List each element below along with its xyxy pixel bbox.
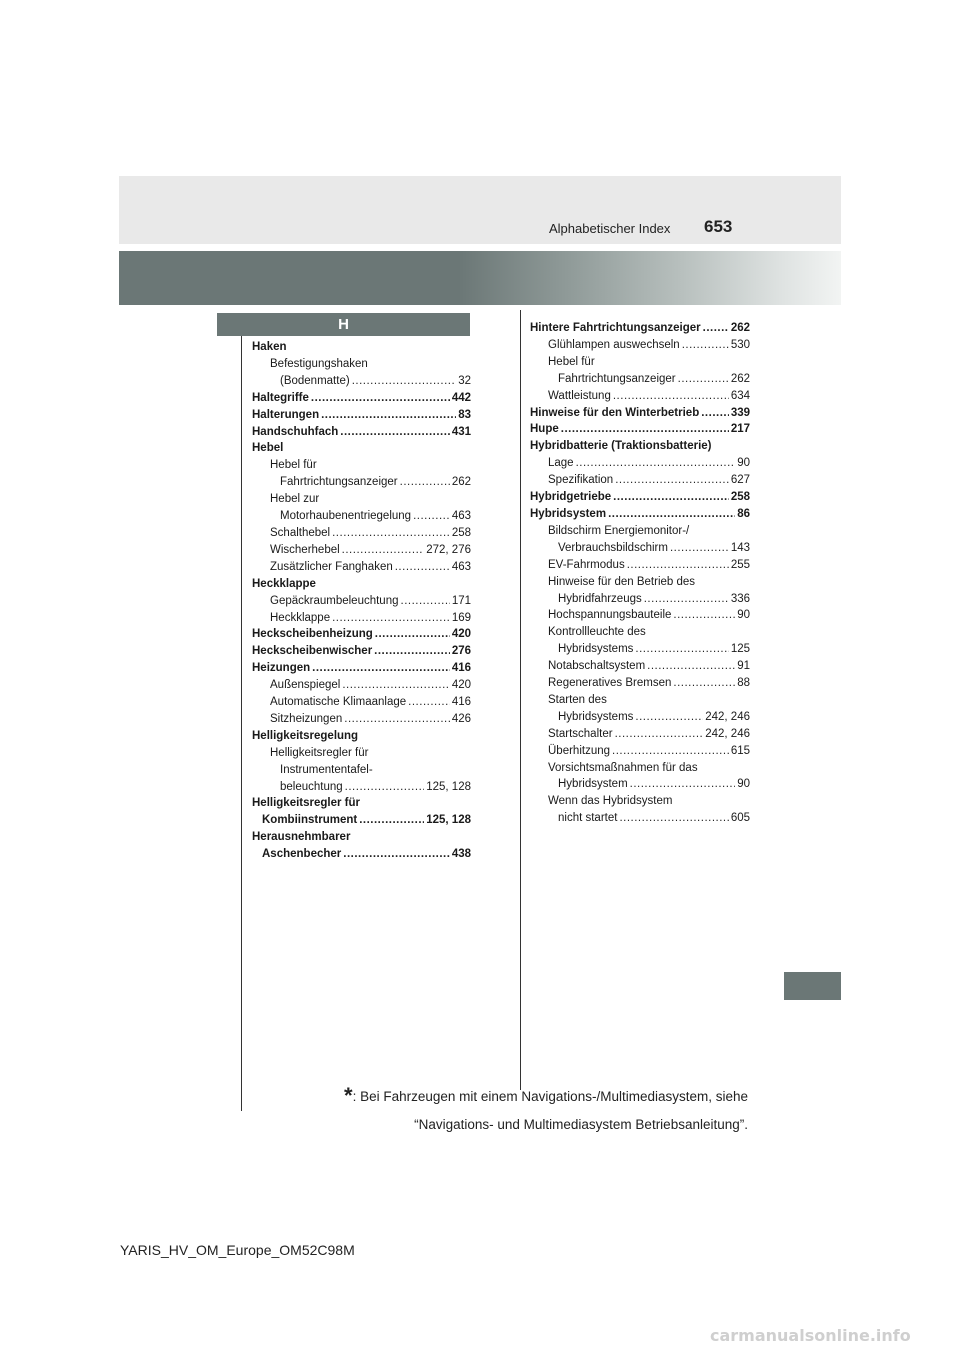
index-entry-term: EV-Fahrmodus (548, 558, 625, 571)
index-entry (530, 675, 750, 692)
dot-leader (644, 591, 729, 608)
index-entry-term: Heizungen (252, 662, 311, 675)
index-entry-term: Hybridsystem (530, 507, 607, 520)
dot-leader (332, 610, 450, 627)
index-entry (530, 743, 750, 760)
dot-leader (395, 559, 450, 576)
page-number: 653 (704, 217, 733, 236)
index-entry-page: 463 (451, 560, 471, 573)
index-entry-term: Lage (548, 457, 574, 470)
index-entry (252, 728, 471, 745)
dot-leader (701, 405, 729, 422)
index-entry-page: 125 (730, 643, 750, 656)
index-entry (252, 542, 471, 559)
dot-leader (635, 709, 703, 726)
index-entry (252, 694, 471, 711)
index-entry (252, 829, 471, 846)
index-entry-page: 272, 276 (426, 543, 471, 556)
index-entry-term: Hebel (252, 442, 284, 455)
section-side-tab (784, 972, 841, 1000)
index-entry-page: 242, 246 (705, 710, 750, 723)
index-entry (252, 474, 471, 491)
index-entry-term: (Bodenmatte) (280, 374, 350, 387)
index-entry (252, 407, 471, 424)
dot-leader (374, 643, 450, 660)
index-letter-heading: H (217, 313, 470, 336)
index-entry-page: 90 (737, 778, 750, 791)
index-entry-term: Kontrollleuchte des (548, 626, 646, 639)
watermark: carmanualsonline.info (710, 1326, 911, 1345)
dot-leader (673, 675, 735, 692)
index-entry (530, 540, 750, 557)
index-entry (530, 793, 750, 810)
index-entry (530, 726, 750, 743)
index-entry-term: Helligkeitsregler für (252, 797, 361, 810)
header-band (119, 176, 841, 244)
index-entry-term: Startschalter (548, 727, 613, 740)
dot-leader (576, 455, 736, 472)
index-entry-term: Fahrtrichtungsanzeiger (280, 476, 398, 489)
index-entry-term: Schalthebel (270, 526, 331, 539)
index-entry-term: Automatische Klimaanlage (270, 696, 407, 709)
index-entry (252, 812, 471, 829)
index-entry-term: Hochspannungsbauteile (548, 609, 672, 622)
index-entry-term: Wenn das Hybridsystem (548, 795, 673, 808)
index-entry-term: Regeneratives Bremsen (548, 677, 672, 690)
index-entry (530, 523, 750, 540)
dot-leader (619, 810, 728, 827)
index-entry (530, 810, 750, 827)
dot-leader (340, 424, 450, 441)
dot-leader (408, 694, 450, 711)
index-entry-term: Kombiinstrument (262, 814, 358, 827)
index-entry (530, 371, 750, 388)
dot-leader (352, 373, 457, 390)
index-entry-term: Spezifikation (548, 474, 614, 487)
dot-leader (613, 489, 729, 506)
index-entry (530, 557, 750, 574)
index-entry-page: 88 (737, 677, 750, 690)
index-entry-term: Halterungen (252, 408, 320, 421)
index-entry (252, 373, 471, 390)
dot-leader (613, 388, 729, 405)
dot-leader (343, 846, 450, 863)
index-entry-term: Haken (252, 341, 287, 353)
dot-leader (635, 641, 728, 658)
column-divider-left (241, 336, 242, 1111)
footnote-line-1: : Bei Fahrzeugen mit einem Navigations-/Multimediasystem, siehe (352, 1089, 748, 1104)
dot-leader (670, 540, 729, 557)
dot-leader (673, 607, 735, 624)
index-entry-term: Heckklappe (270, 611, 331, 624)
dot-leader (608, 506, 735, 523)
index-entry-page: 255 (730, 558, 750, 571)
index-entry (530, 591, 750, 608)
index-entry (252, 440, 471, 457)
index-entry-page: 431 (451, 425, 471, 438)
index-entry-page: 276 (451, 645, 471, 658)
index-entry-page: 336 (730, 592, 750, 605)
index-entry-term: Starten des (548, 693, 607, 706)
index-entry (530, 624, 750, 641)
index-entry-term: Haltegriffe (252, 391, 309, 404)
index-entry (252, 795, 471, 812)
index-entry (252, 593, 471, 610)
index-entry-term: Helligkeitsregler für (270, 746, 369, 759)
index-entry-term: Hybridsystem (558, 778, 628, 791)
index-entry-page: 258 (451, 526, 471, 539)
index-entry-term: Hupe (530, 423, 559, 436)
index-entry (252, 508, 471, 525)
index-entry-term: Helligkeitsregelung (252, 729, 359, 742)
footnote-asterisk: * (344, 1083, 353, 1108)
index-entry (252, 779, 471, 796)
index-entry-term: Heckklappe (252, 577, 316, 590)
index-entry (252, 660, 471, 677)
index-entry-page: 438 (451, 848, 471, 861)
index-entry-term: Motorhaubenentriegelung (280, 510, 412, 523)
index-entry (252, 424, 471, 441)
index-entry-term: Heckscheibenheizung (252, 628, 373, 641)
index-entry (530, 421, 750, 438)
index-entry-term: Befestigungshaken (270, 357, 368, 370)
index-entry (530, 574, 750, 591)
index-entry-page: 125, 128 (426, 814, 471, 827)
index-entry-page: 634 (730, 389, 750, 402)
index-entry (530, 337, 750, 354)
index-entry-term: Außenspiegel (270, 679, 341, 692)
index-entry (252, 745, 471, 762)
index-entry (252, 711, 471, 728)
dot-leader (561, 421, 729, 438)
index-entry-term: Glühlampen auswechseln (548, 338, 680, 351)
index-entry (252, 846, 471, 863)
index-entry-page: 91 (737, 660, 750, 673)
index-entry-page: 262 (730, 322, 750, 334)
index-entry-page: 169 (451, 611, 471, 624)
index-entry-term: Handschuhfach (252, 425, 339, 438)
index-entry-page: 125, 128 (426, 780, 471, 793)
index-entry (530, 472, 750, 489)
index-entry (252, 339, 471, 356)
decorative-gradient-bar (119, 251, 841, 305)
index-entry-page: 442 (451, 391, 471, 404)
dot-leader (342, 542, 425, 559)
index-entry-page: 143 (730, 541, 750, 554)
dot-leader (612, 743, 729, 760)
index-entry-page: 463 (451, 510, 471, 523)
index-entry-page: 416 (451, 696, 471, 709)
index-entry-term: Wischerhebel (270, 543, 340, 556)
index-entry-term: Hybridsystems (558, 710, 634, 723)
index-entry (530, 709, 750, 726)
index-entry-term: Instrumententafel- (280, 763, 373, 776)
index-entry-page: 258 (730, 491, 750, 504)
index-entry-term: Hybridbatterie (Traktionsbatterie) (530, 440, 712, 453)
index-entry-page: 83 (458, 408, 471, 421)
index-entry-term: Hebel für (270, 459, 317, 472)
index-entry-page: 339 (730, 406, 750, 419)
footnote (344, 1082, 748, 1139)
index-entry (530, 354, 750, 371)
index-entry-term: nicht startet (558, 812, 618, 825)
index-entry-page: 90 (737, 609, 750, 622)
index-entry (530, 658, 750, 675)
dot-leader (312, 660, 450, 677)
index-entry-term: Heckscheibenwischer (252, 645, 373, 658)
index-entry (530, 455, 750, 472)
index-entry-page: 426 (451, 712, 471, 725)
dot-leader (400, 474, 450, 491)
dot-leader (321, 407, 456, 424)
dot-leader (342, 677, 449, 694)
index-entry-term: Gepäckraumbeleuchtung (270, 594, 399, 607)
index-entry (252, 491, 471, 508)
index-entry-page: 605 (730, 812, 750, 825)
index-entry (530, 320, 750, 337)
index-entry (252, 457, 471, 474)
index-entry-page: 217 (730, 423, 750, 436)
index-entry-page: 86 (737, 507, 750, 520)
index-entry (252, 610, 471, 627)
dot-leader (647, 658, 735, 675)
index-entry-page: 32 (458, 374, 471, 387)
index-entry (252, 525, 471, 542)
index-entry-term: Notabschaltsystem (548, 660, 646, 673)
section-title: Alphabetischer Index (549, 221, 671, 236)
index-entry-page: 90 (737, 457, 750, 470)
index-column-left (252, 339, 471, 863)
index-entry (530, 489, 750, 506)
index-entry-term: Hybridgetriebe (530, 491, 612, 504)
dot-leader (375, 626, 450, 643)
index-entry-page: 420 (451, 679, 471, 692)
index-entry-term: Hybridsystems (558, 643, 634, 656)
index-entry-term: Überhitzung (548, 744, 611, 757)
index-entry-term: Hinweise für den Betrieb des (548, 575, 696, 588)
dot-leader (615, 472, 729, 489)
index-entry (530, 405, 750, 422)
index-entry-term: Sitzheizungen (270, 712, 343, 725)
index-entry-term: Hybridfahrzeugs (558, 592, 642, 605)
index-entry-page: 242, 246 (705, 727, 750, 740)
dot-leader (630, 776, 736, 793)
index-entry-page: 416 (451, 662, 471, 675)
index-entry (252, 356, 471, 373)
dot-leader (359, 812, 424, 829)
column-divider-middle (520, 310, 521, 1090)
index-entry (530, 388, 750, 405)
dot-leader (413, 508, 450, 525)
index-entry-term: beleuchtung (280, 780, 343, 793)
index-entry-term: Hebel für (548, 355, 595, 368)
footnote-line-2: “Navigations- und Multimediasystem Betriebsanleitung”. (414, 1117, 748, 1132)
index-entry-term: Hinweise für den Winterbetrieb (530, 406, 700, 419)
dot-leader (345, 779, 425, 796)
index-entry-term: Zusätzlicher Fanghaken (270, 560, 393, 573)
index-entry-page: 171 (451, 594, 471, 607)
index-entry (530, 607, 750, 624)
index-entry (530, 692, 750, 709)
index-entry-page: 262 (730, 372, 750, 385)
index-entry (252, 390, 471, 407)
index-entry-term: Aschenbecher (262, 848, 342, 861)
index-entry (530, 760, 750, 777)
index-entry (530, 438, 750, 455)
index-entry-term: Verbrauchsbildschirm (558, 541, 668, 554)
index-entry (252, 576, 471, 593)
index-entry (530, 776, 750, 793)
dot-leader (615, 726, 704, 743)
index-entry-page: 262 (451, 476, 471, 489)
index-entry-term: Hebel zur (270, 493, 320, 506)
index-entry-term: Herausnehmbarer (252, 831, 351, 844)
index-entry (252, 643, 471, 660)
index-entry-page: 420 (451, 628, 471, 641)
index-entry (252, 677, 471, 694)
index-entry (252, 559, 471, 576)
dot-leader (703, 320, 729, 337)
index-entry-page: 615 (730, 744, 750, 757)
dot-leader (682, 337, 729, 354)
index-entry-term: Hintere Fahrtrichtungsanzeiger (530, 322, 701, 334)
index-entry (530, 641, 750, 658)
dot-leader (311, 390, 450, 407)
index-entry (252, 626, 471, 643)
dot-leader (344, 711, 450, 728)
index-entry (530, 506, 750, 523)
index-entry-page: 627 (730, 474, 750, 487)
dot-leader (401, 593, 450, 610)
index-entry-term: Wattleistung (548, 389, 611, 402)
index-entry (252, 762, 471, 779)
index-entry-term: Fahrtrichtungsanzeiger (558, 372, 676, 385)
index-column-right (530, 320, 750, 827)
index-entry-term: Vorsichtsmaßnahmen für das (548, 761, 698, 774)
dot-leader (678, 371, 729, 388)
document-id: YARIS_HV_OM_Europe_OM52C98M (120, 1242, 355, 1258)
index-entry-term: Bildschirm Energiemonitor-/ (548, 524, 690, 537)
dot-leader (332, 525, 450, 542)
index-entry-page: 530 (730, 338, 750, 351)
dot-leader (627, 557, 729, 574)
